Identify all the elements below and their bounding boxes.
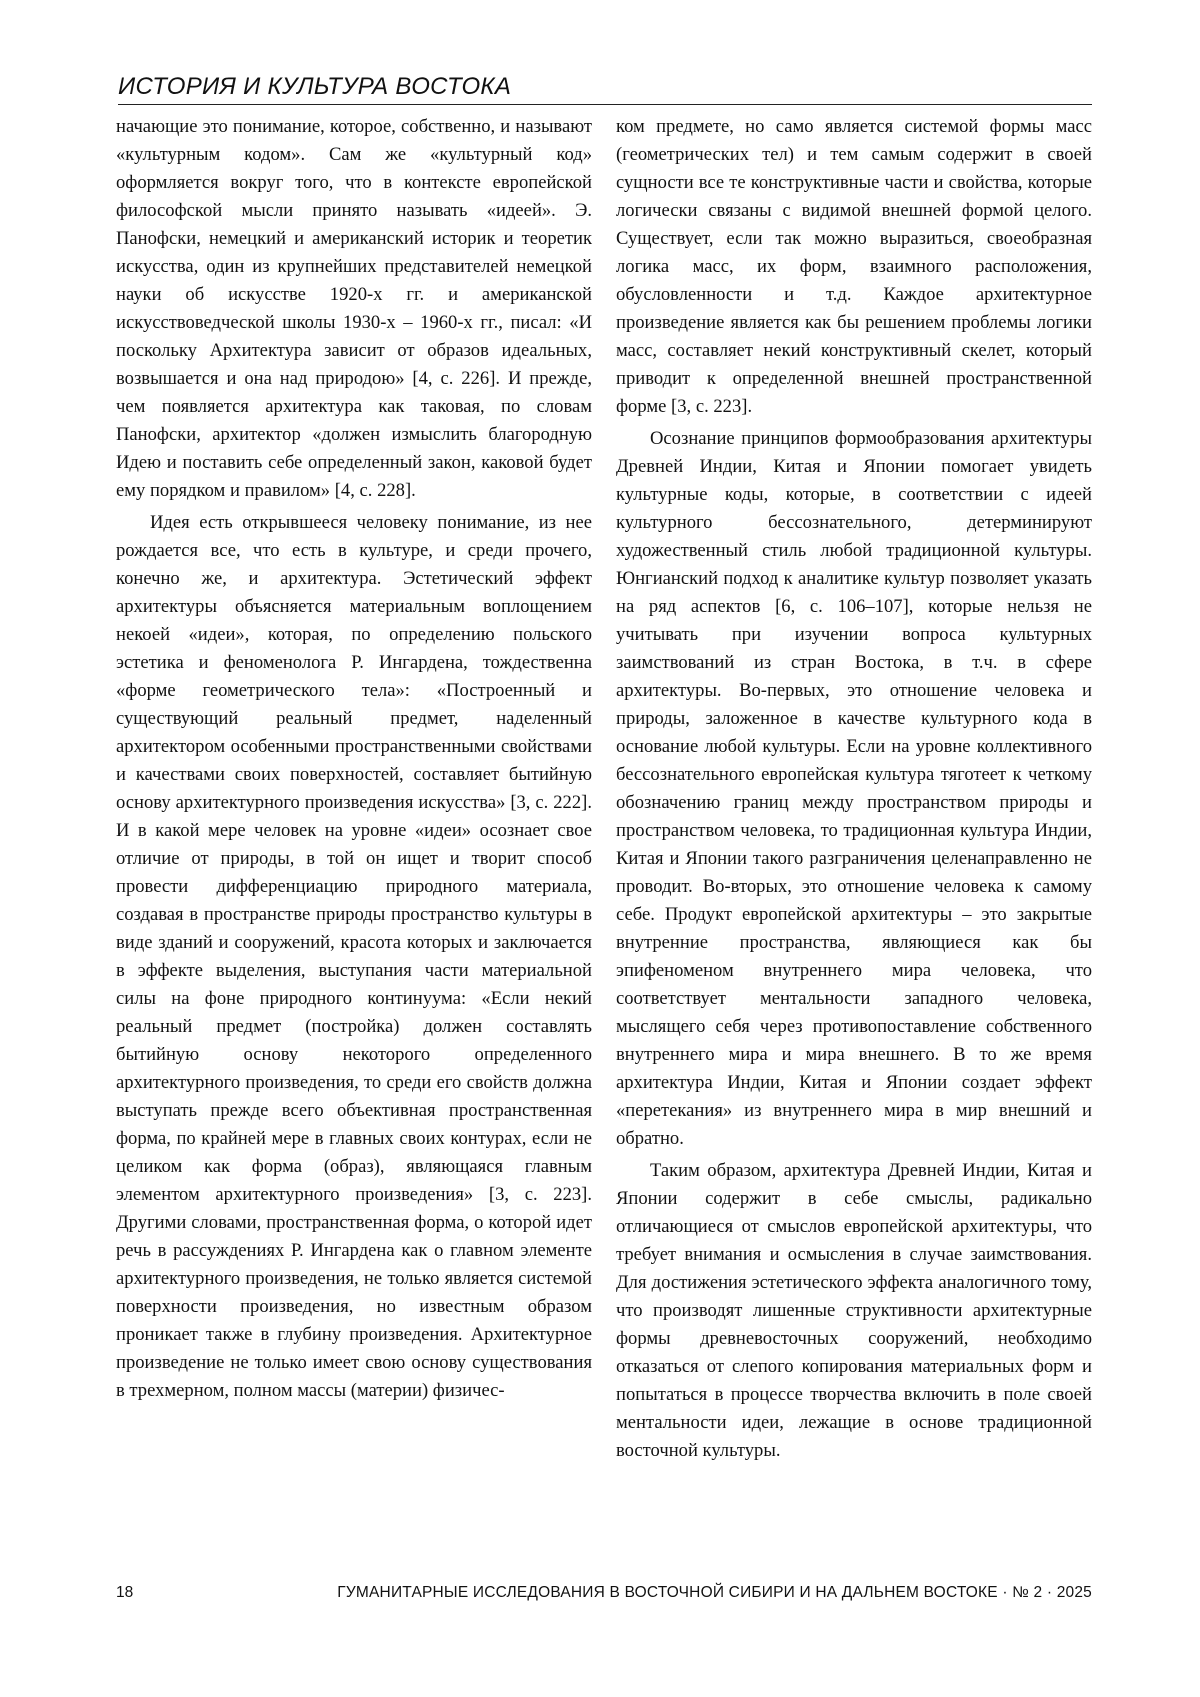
paragraph: начающие это понимание, которое, собственно, и называют «культурным кодом». Сам же «культурный код» оформляется вокруг того, что в контексте европейской философской мысли принято называть «идеей». Э. Панофски, немецкий и американский историк и теоретик искусства, один из крупнейших представителей немецкой науки об искусстве 1920-х гг. и американской искусствоведческой школы 1930-х – 1960-х гг., писал: «И поскольку Архитектура зависит от образов идеальных, возвышается и она над природою» [4, с. 226]. И прежде, чем появляется архитектура как таковая, по словам Панофски, архитектор «должен измыслить благородную Идею и поставить себе определенный закон, каковой будет ему порядком и правилом» [4, с. 228]. xyxy=(116,116,592,501)
left-column xyxy=(116,113,592,1405)
right-column xyxy=(616,113,1092,1465)
paragraph: ком предмете, но само является системой формы масс (геометрических тел) и тем самым содержит в своей сущности все те конструктивные части и свойства, которые логически связаны с видимой внешней формой целого. Существует, если так можно выразиться, своеобразная логика масс, их форм, взаимного расположения, обусловленности и т.д. Каждое архитектурное произведение является как бы решением проблемы логики масс, составляет некий конструктивный скелет, который приводит к определенной внешней пространственной форме [3, с. 223]. xyxy=(616,116,1092,417)
paragraph: Идея есть открывшееся человеку понимание, из нее рождается все, что есть в культуре, и среди прочего, конечно же, и архитектура. Эстетический эффект архитектуры объясняется материальным воплощением некоей «идеи», которая, по определению польского эстетика и феноменолога Р. Ингардена, тождественна «форме геометрического тела»: «Построенный и существующий реальный предмет, наделенный архитектором особенными пространственными свойствами и качествами своих поверхностей, составляет бытийную основу архитектурного произведения искусства» [3, с. 222]. И в какой мере человек на уровне «идеи» осознает свое отличие от природы, в той он ищет и творит способ провести дифференциацию природного материала, создавая в пространстве природы пространство культуры в виде зданий и сооружений, красота которых и заключается в эффекте выделения, выступания части материальной силы на фоне природного континуума: «Если некий реальный предмет (постройка) должен составлять бытийную основу некоторого определенного архитектурного произведения, то среди его свойств должна выступать прежде всего объективная пространственная форма, по крайней мере в главных своих контурах, если не целиком как форма (образ), являющаяся главным элементом архитектурного произведения» [3, с. 223]. Другими словами, пространственная форма, о которой идет речь в рассуждениях Р. Ингардена как о главном элементе архитектурного произведения, не только является системой поверхности произведения, но известным образом проникает также в глубину произведения. Архитектурное произведение не только имеет свою основу существования в трехмерном, полном массы (материи) физичес- xyxy=(116,512,592,1401)
running-header xyxy=(118,72,1092,105)
paragraph: Таким образом, архитектура Древней Индии, Китая и Японии содержит в себе смыслы, радикально отличающиеся от смыслов европейской архитектуры, что требует внимания и осмысления в случае заимствования. Для достижения эстетического эффекта аналогичного тому, что производят лишенные структивности архитектурные формы древневосточных сооружений, необходимо отказаться от слепого копирования материальных форм и попытаться в процессе творчества включить в поле своей ментальности идеи, лежащие в основе традиционной восточной культуры. xyxy=(616,1160,1092,1461)
page-number: 18 xyxy=(116,1584,134,1601)
section-title: ИСТОРИЯ И КУЛЬТУРА ВОСТОКА xyxy=(118,73,512,100)
journal-title: ГУМАНИТАРНЫЕ ИССЛЕДОВАНИЯ В ВОСТОЧНОЙ СИБИРИ И НА ДАЛЬНЕМ ВОСТОКЕ · № 2 · 2025 xyxy=(337,1584,1092,1601)
paragraph: Осознание принципов формообразования архитектуры Древней Индии, Китая и Японии помогает увидеть культурные коды, которые, в соответствии с идеей культурного бессознательного, детерминируют художественный стиль любой традиционной культуры. Юнгианский подход к аналитике культур позволяет указать на ряд аспектов [6, с. 106–107], которые нельзя не учитывать при изучении вопроса культурных заимствований из стран Востока, в т.ч. в сфере архитектуры. Во-первых, это отношение человека и природы, заложенное в качестве культурного кода в основание любой культуры. Если на уровне коллективного бессознательного европейская культура тяготеет к четкому обозначению границ между пространством природы и пространством человека, то традиционная культура Индии, Китая и Японии такого разграничения целенаправленно не проводит. Во-вторых, это отношение человека к самому себе. Продукт европейской архитектуры – это закрытые внутренние пространства, являющиеся как бы эпифеноменом внутреннего мира человека, что соответствует ментальности западного человека, мыслящего себя через противопоставление собственного внутреннего мира и мира внешнего. В то же время архитектура Индии, Китая и Японии создает эффект «перетекания» из внутреннего мира в мир внешний и обратно. xyxy=(616,428,1092,1149)
page-footer xyxy=(116,1584,1092,1614)
